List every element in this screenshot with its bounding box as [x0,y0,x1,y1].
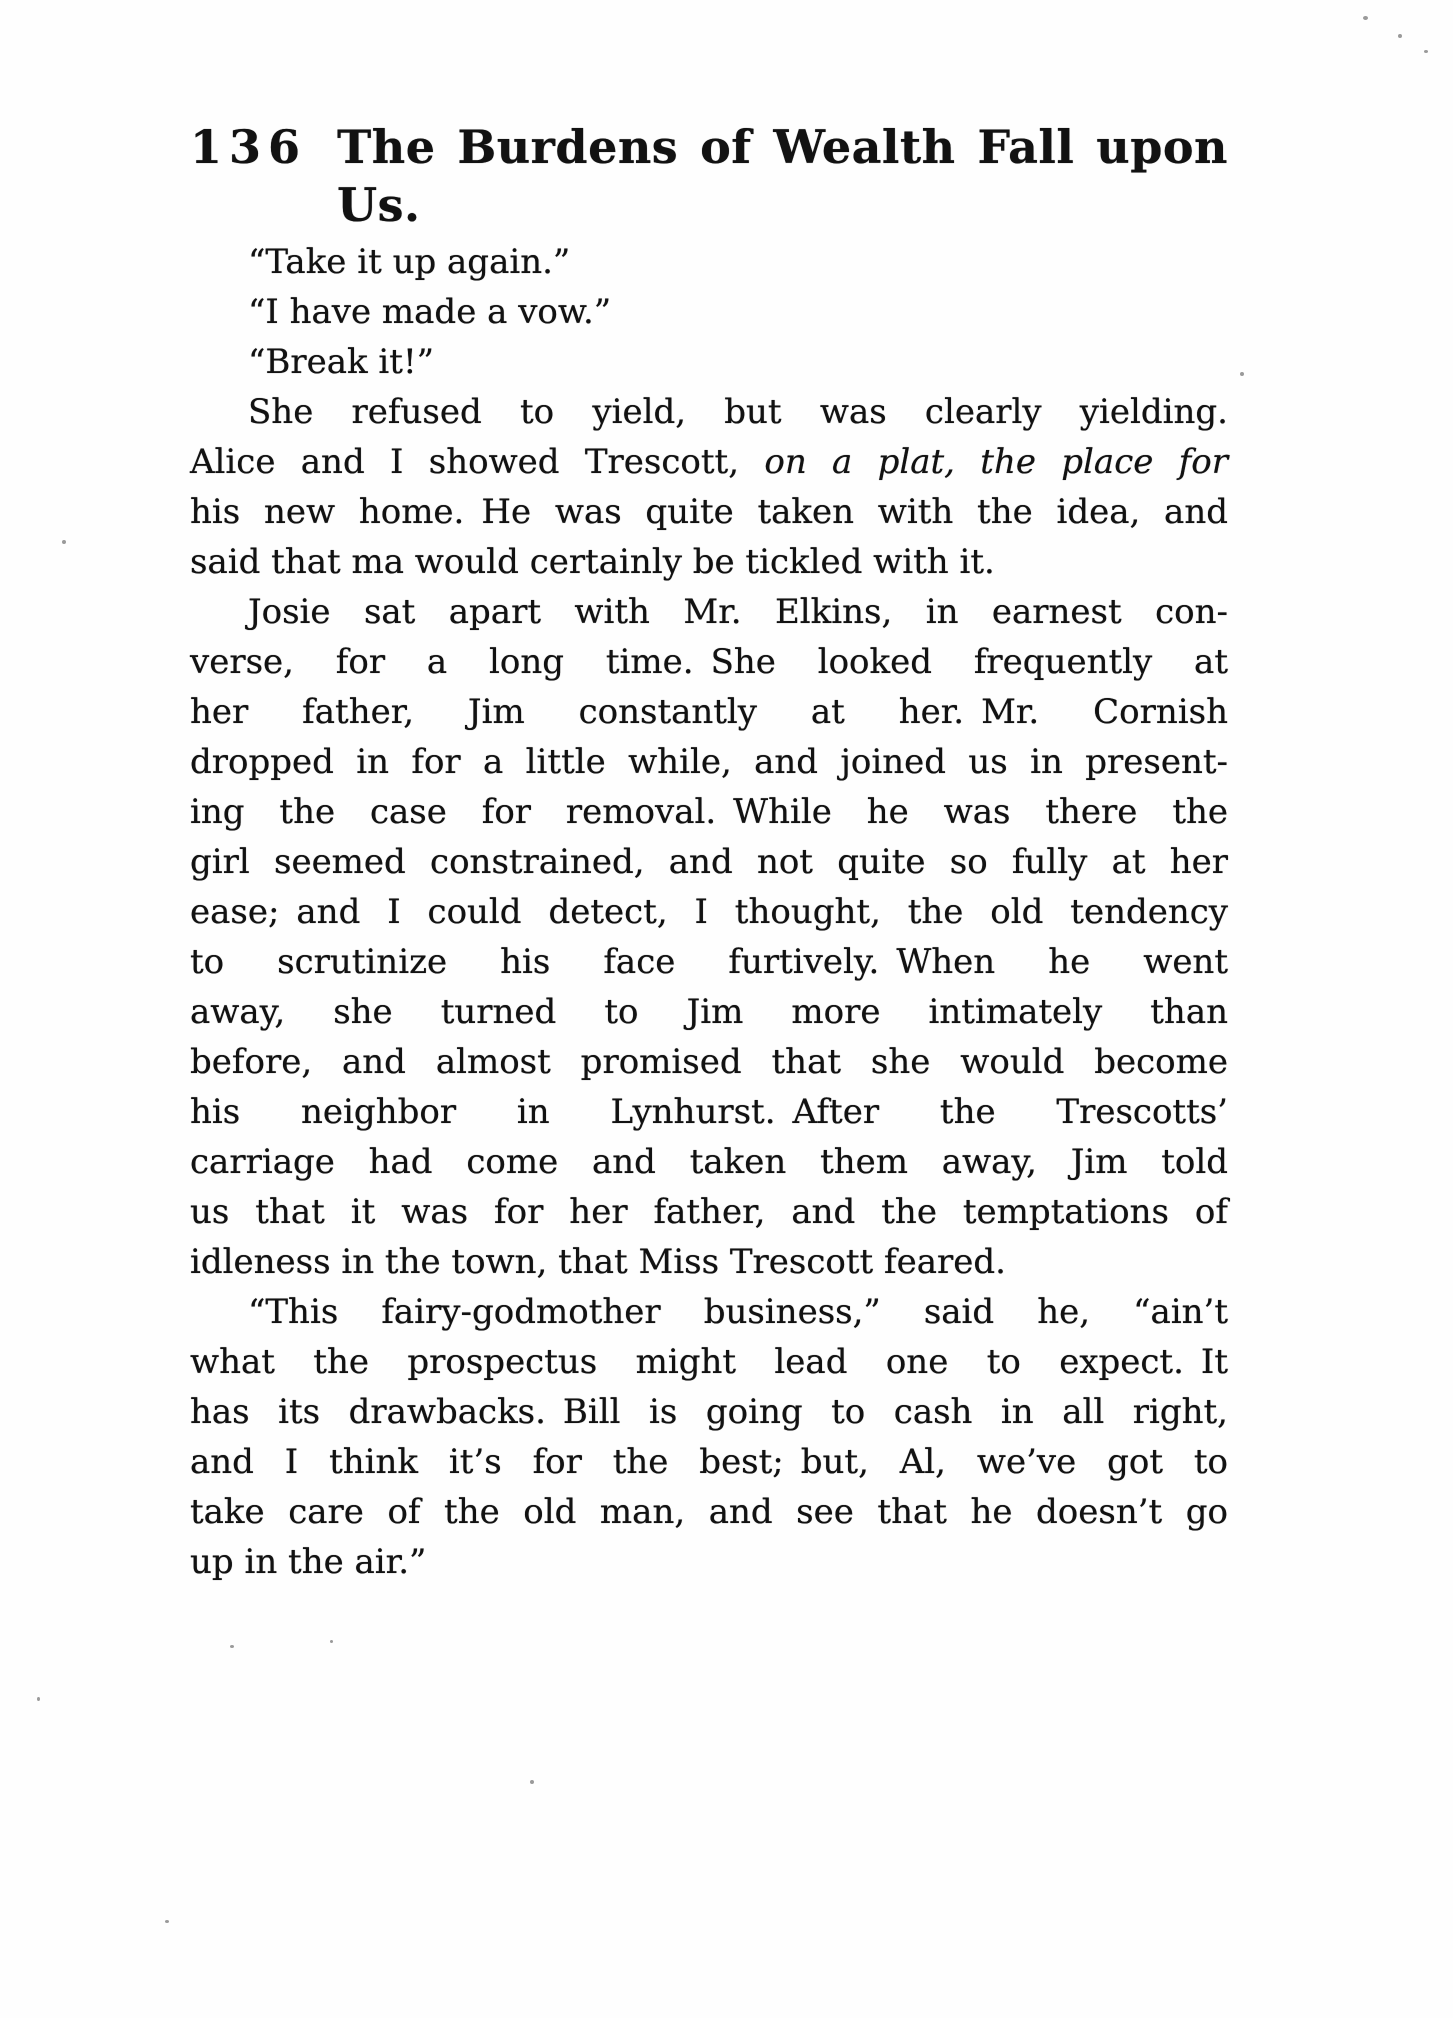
text-segment: her father, Jim constantly at her. Mr. Cornish [190,692,1228,732]
text-segment: idleness in the town, that Miss Trescott feared. [190,1242,1006,1282]
text-line [190,1237,1228,1287]
paragraph [190,337,1228,387]
paragraph [190,587,1228,1287]
text-segment: “This fairy-godmother business,” said he, “ain’t [248,1292,1228,1332]
text-line [190,687,1228,737]
paragraph [190,287,1228,337]
text-line [190,1087,1228,1137]
text-segment: Alice and I showed Trescott, [190,442,740,482]
text-line [190,637,1228,687]
text-line [190,1387,1228,1437]
paragraph [190,237,1228,287]
text-line [190,1037,1228,1087]
text-line [190,337,1228,387]
text-line [190,1437,1228,1487]
text-segment: ing the case for removal. While he was there the [190,792,1228,832]
text-segment: his new home. He was quite taken with the idea, and [190,492,1228,532]
text-segment: his neighbor in Lynhurst. After the Trescotts’ [190,1092,1228,1132]
scan-speck [62,540,66,544]
text-line [190,887,1228,937]
text-segment: what the prospectus might lead one to expect. It [190,1342,1228,1382]
page-title: The Burdens of Wealth Fall upon Us. [337,120,1228,232]
text-line [190,1537,1228,1587]
text-segment: before, and almost promised that she would become [190,1042,1228,1082]
text-line [190,1187,1228,1237]
text-segment-italic: on a plat, the place for [739,442,1228,482]
scan-speck [1240,372,1244,376]
scan-speck [37,1697,40,1701]
text-line [190,387,1228,437]
text-segment: and I think it’s for the best; but, Al, we’ve got to [190,1442,1228,1482]
text-line [190,837,1228,887]
text-segment: Josie sat apart with Mr. Elkins, in earnest con- [248,592,1228,632]
page-header [190,118,1228,234]
text-segment: “Take it up again.” [248,242,571,282]
text-line [190,737,1228,787]
paragraph [190,387,1228,587]
scan-speck [1398,34,1402,38]
text-line [190,787,1228,837]
text-segment: verse, for a long time. She looked frequently at [190,642,1228,682]
text-segment: said that ma would certainly be tickled with it. [190,542,995,582]
scan-speck [1424,50,1428,53]
text-line [190,937,1228,987]
text-line [190,587,1228,637]
text-segment: carriage had come and taken them away, Jim told [190,1142,1228,1182]
text-segment: away, she turned to Jim more intimately than [190,992,1228,1032]
text-line [190,1287,1228,1337]
text-segment: up in the air.” [190,1542,427,1582]
text-line [190,987,1228,1037]
page-number: 136 [190,120,308,174]
scan-speck [165,1920,169,1923]
text-line [190,1487,1228,1537]
text-line [190,237,1228,287]
text-line [190,1137,1228,1187]
paragraph [190,1287,1228,1587]
text-segment: “Break it!” [248,342,435,382]
scan-speck [230,1645,234,1648]
text-segment: dropped in for a little while, and joined us in present- [190,742,1228,782]
scan-speck [530,1780,534,1784]
text-segment: take care of the old man, and see that he doesn’t go [190,1492,1228,1532]
text-segment: us that it was for her father, and the temptations of [190,1192,1228,1232]
scan-speck [330,1640,333,1643]
text-line [190,537,1228,587]
text-segment: “I have made a vow.” [248,292,612,332]
scan-speck [1363,16,1368,20]
text-segment: She refused to yield, but was clearly yielding. [248,392,1228,432]
text-line [190,487,1228,537]
page-body [190,237,1228,1587]
text-segment: ease; and I could detect, I thought, the old tendency [190,892,1228,932]
text-line [190,1337,1228,1387]
text-segment: girl seemed constrained, and not quite so fully at her [190,842,1228,882]
text-line [190,437,1228,487]
text-segment: has its drawbacks. Bill is going to cash in all right, [190,1392,1228,1432]
text-segment: to scrutinize his face furtively. When he went [190,942,1228,982]
text-line [190,287,1228,337]
